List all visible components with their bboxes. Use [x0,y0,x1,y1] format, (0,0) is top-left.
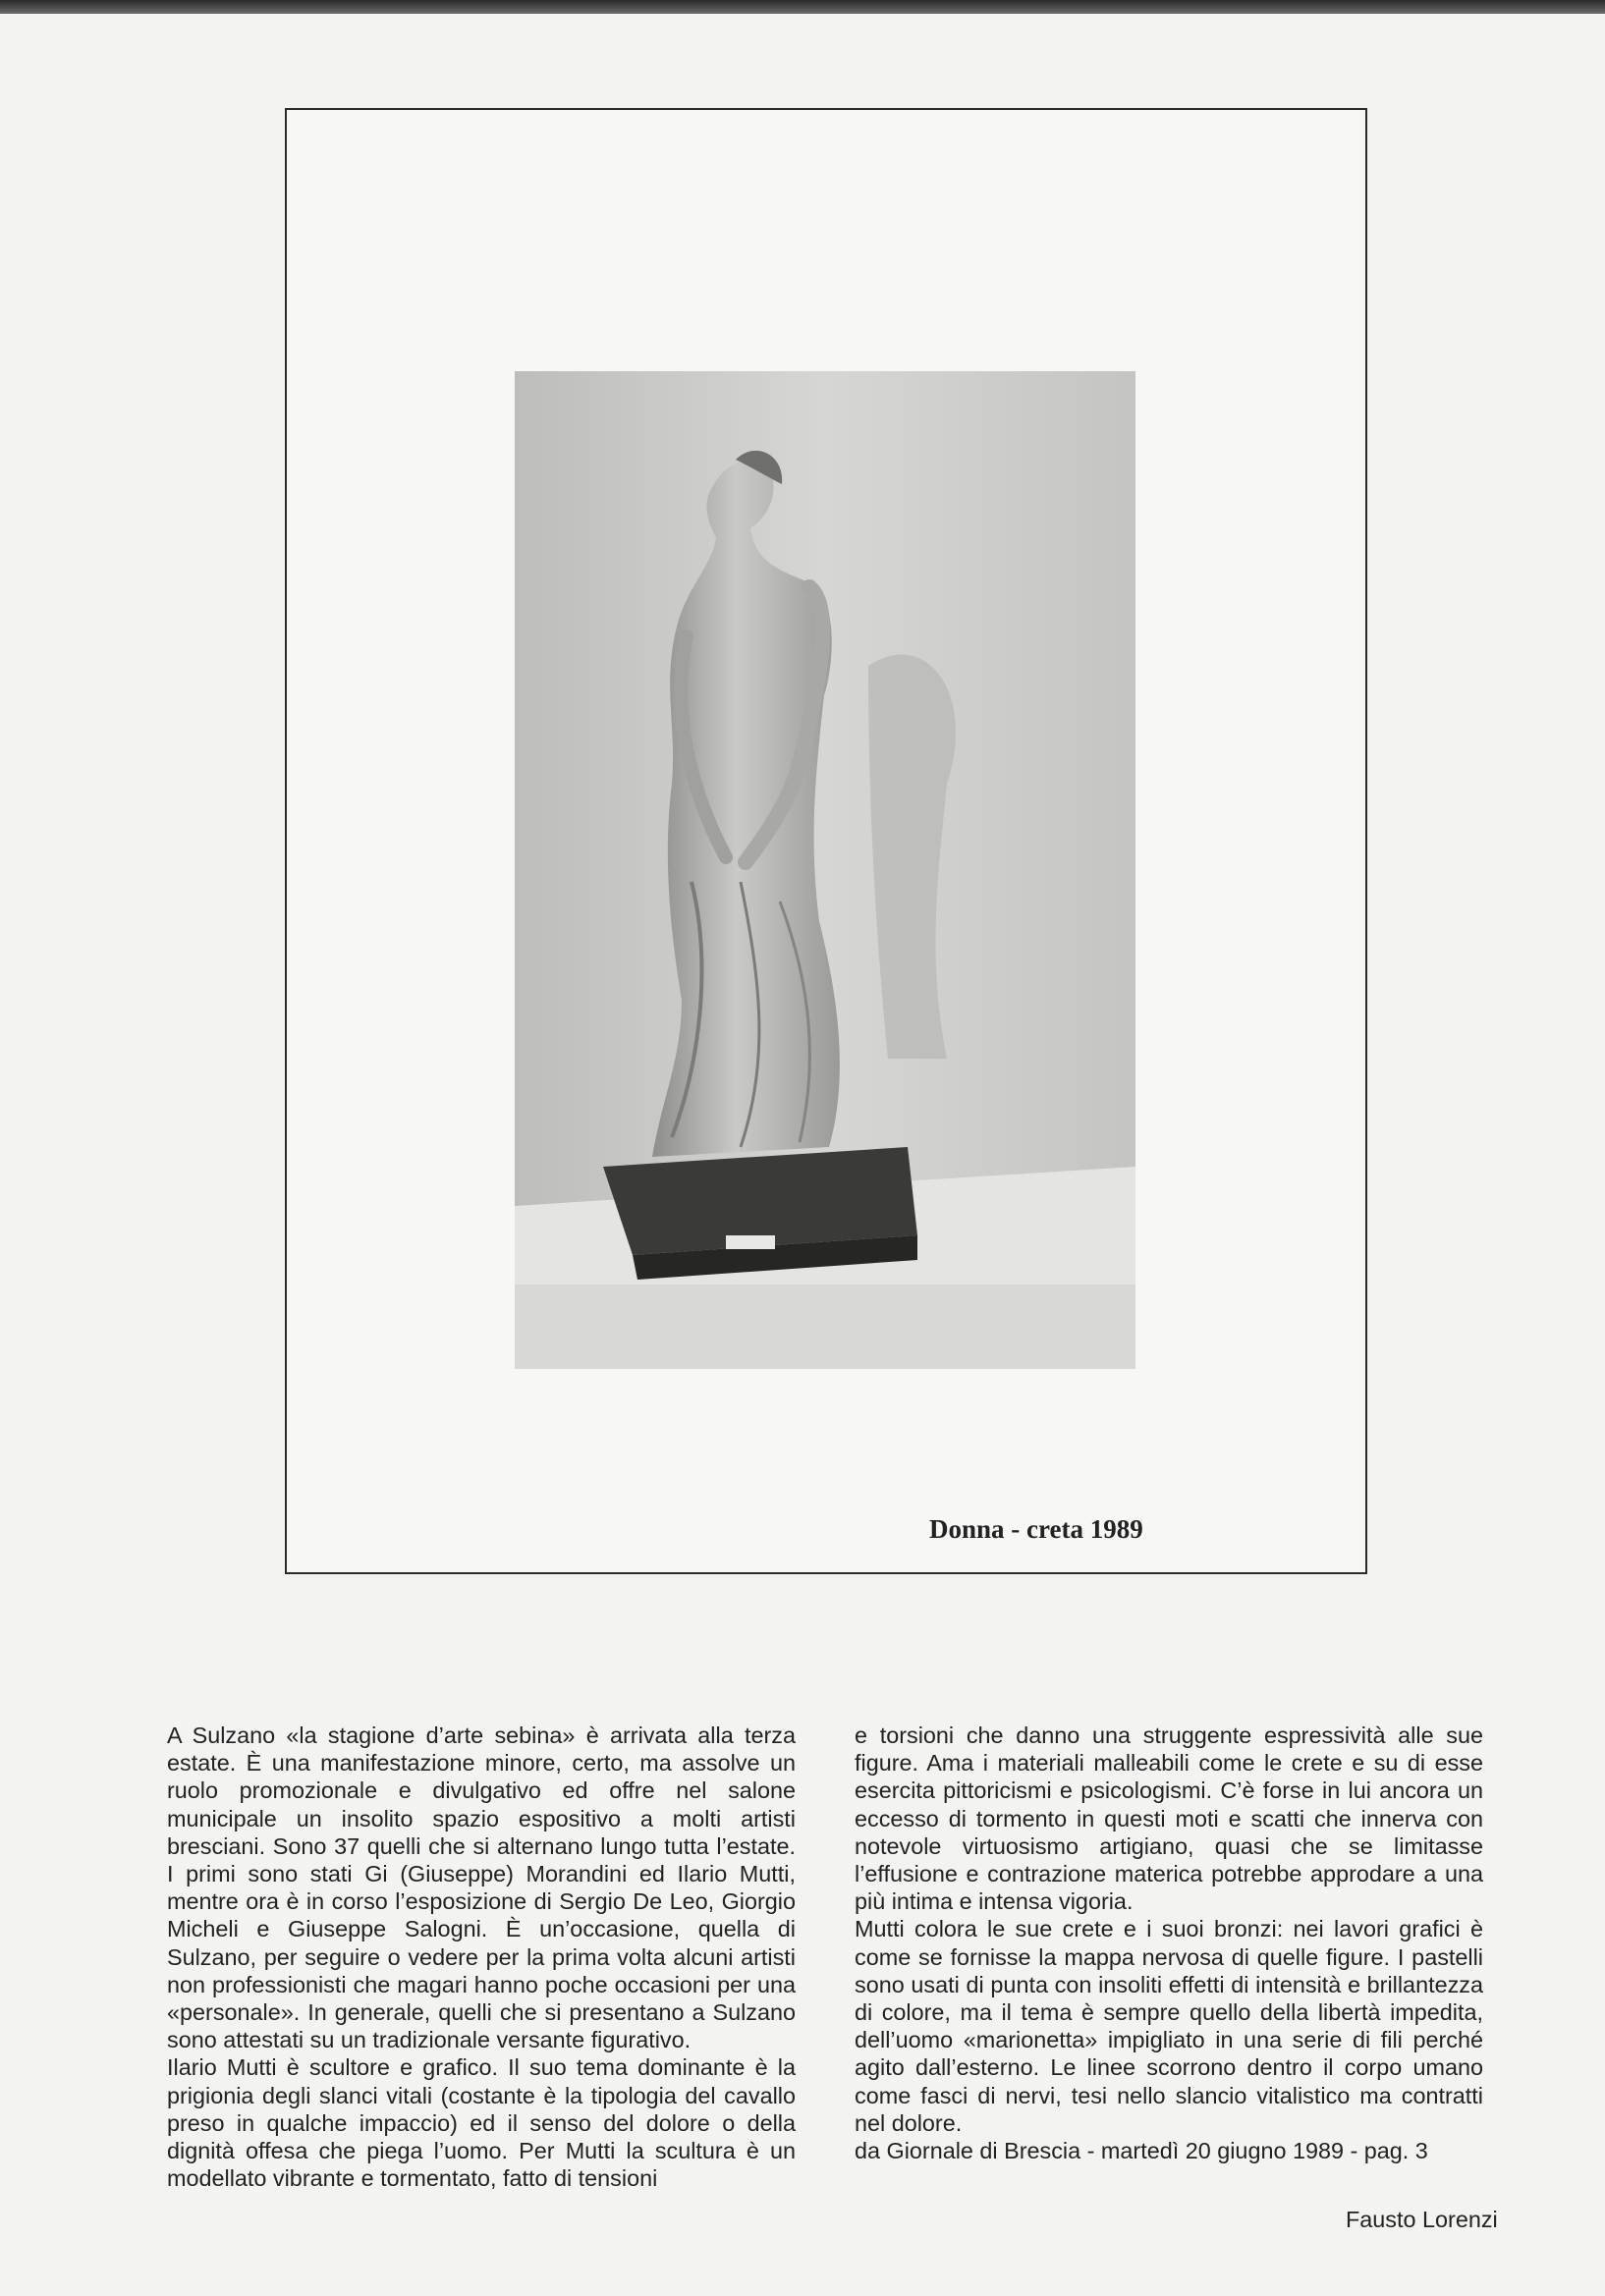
article-right-column [855,1722,1483,2164]
article-left-column [167,1722,796,2192]
article-paragraph: Ilario Mutti è scultore e grafico. Il suo tema dominante è la prigionia degli slanci vitali (costante è la tipologia del cavallo preso in qualche impaccio) ed il senso del dolore o della dignità offesa che piega l’uomo. Per Mutti la scultura è un modellato vibrante e tormentato, fatto di tensioni [167,2054,796,2192]
figure-frame [285,108,1367,1574]
article-paragraph: e torsioni che danno una struggente espressività alle sue figure. Ama i materiali malleabili come le crete e su di esse esercita pittoricismi e psicologismi. C’è forse in lui ancora un eccesso di tormento in questi moti e scatti che innerva con notevole virtuosismo artigiano, quasi che se limitasse l’effusione e contrazione materica potrebbe approdare a una più intima e intensa vigoria. [855,1722,1483,1915]
article-paragraph: Mutti colora le sue crete e i suoi bronzi: nei lavori grafici è come se fornisse la mappa nervosa di quelle figure. I pastelli sono usati di punta con insoliti effetti di intensità e brillantezza di colore, ma il tema è sempre quello della libertà impedita, dell’uomo «marionetta» impigliato in una serie di fili perché agito dall’esterno. Le linee scorrono dentro il corpo umano come fasci di nervi, tesi nello slancio vitalistico ma contratti nel dolore. [855,1916,1483,2136]
figure-caption: Donna - creta 1989 [929,1514,1143,1544]
article-source: da Giornale di Brescia - martedì 20 giugno 1989 - pag. 3 [855,2138,1428,2164]
sculpture-photo [515,371,1135,1369]
page-top-edge [0,0,1605,14]
article-author: Fausto Lorenzi [1346,2207,1498,2232]
article-paragraph: A Sulzano «la stagione d’arte sebina» è arrivata alla terza estate. È una manifestazione minore, certo, ma assolve un ruolo promozionale e divulgativo ed offre nel salone municipale un insolito spazio espositivo a molti artisti bresciani. Sono 37 quelli che si alternano lungo tutta l’estate. I primi sono stati Gi (Giuseppe) Morandini ed Ilario Mutti, mentre ora è in corso l’esposizione di Sergio De Leo, Giorgio Micheli e Giuseppe Salogni. È un’occasione, quella di Sulzano, per seguire o vedere per la prima volta alcuni artisti non professionisti che magari hanno poche occasioni per una «personale». In generale, quelli che si presentano a Sulzano sono attestati su un tradizionale versante figurativo. [167,1722,796,2053]
